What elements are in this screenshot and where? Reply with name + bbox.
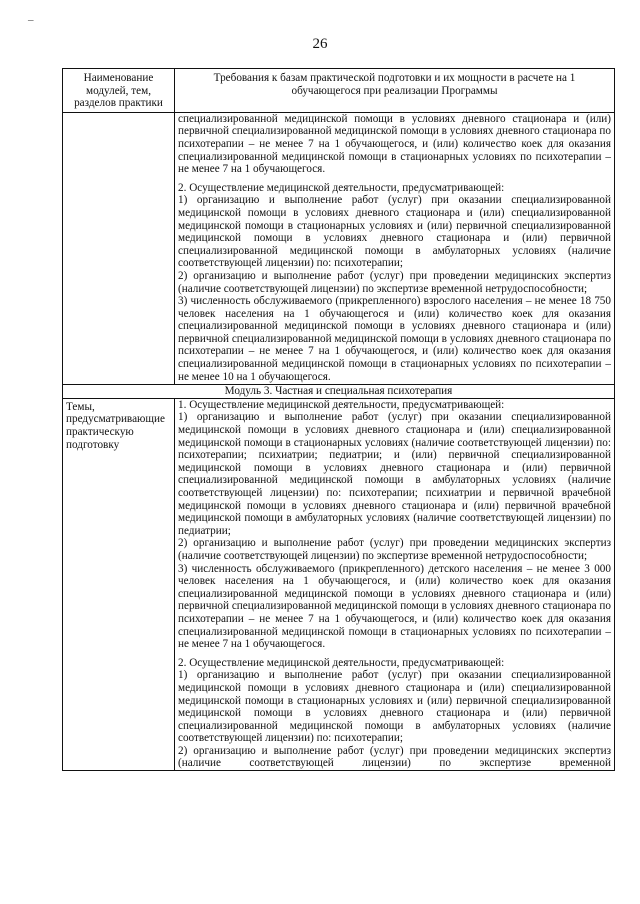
paragraph: 2) организацию и выполнение работ (услуг) при проведении медицинских экспертиз (наличие соответствующей лицензии) по экспертизе временной нетрудоспособности; [178,537,611,562]
requirements-cell [175,398,615,770]
paragraph: 1. Осуществление медицинской деятельности, предусматривающей: [178,398,505,411]
requirements-table [62,68,615,771]
page-number: 26 [312,36,328,52]
module-row [63,385,615,399]
paragraph: 2. Осуществление медицинской деятельности, предусматривающей: [178,181,505,194]
header-modules: Наименование модулей, тем, разделов практики [63,69,175,113]
paragraph: 3) численность обслуживаемого (прикрепленного) детского населения – не менее 3 000 человек населения на 1 обучающегося, и (или) количество коек для оказания специализированной медицинской помощи в условиях дневного стационара и (или) первичной специализированной медицинской помощи в условиях дневного стационара по психотерапии – не менее 7 на 1 обучающегося, и (или) количество коек для оказания специализированной медицинской помощи в стационарных условиях по психотерапии – не менее 7 на 1 обучающегося. [178,562,611,651]
table-header-row [63,69,615,113]
paragraph: 2) организацию и выполнение работ (услуг) при проведении медицинских экспертиз (наличие соответствующей лицензии) по экспертизе временной [178,744,611,770]
module-title: Модуль 3. Частная и специальная психотерапия [63,385,615,399]
paragraph: 3) численность обслуживаемого (прикрепленного) взрослого населения – не менее 18 750 человек населения на 1 обучающегося и (или) количество коек для оказания специализированной медицинской помощи в условиях дневного стационара и (или) первичной специализированной медицинской помощи в условиях дневного стационара по психотерапии – не менее 7 на 1 обучающегося, и (или) количество коек для оказания специализированной медицинской помощи в стационарных условиях по психотерапии – не менее 10 на 1 обучающегося. [178,295,611,383]
empty-cell [63,112,175,384]
requirements-block-3 [178,399,611,657]
header-requirements: Требования к базам практической подготовки и их мощности в расчете на 1 обучающегося при реализации Программы [175,69,615,113]
paragraph: 1) организацию и выполнение работ (услуг) при оказании специализированной медицинской помощи в условиях дневного стационара и (или) специализированной медицинской помощи в стационарных условиях (наличие соответствующей лицензии) по: психотерапии; психиатрии; педиатрии; и (или) первичной специализированной медицинской помощи в условиях дневного стационара и (или) первичной специализированной медицинской помощи в амбулаторных условиях (наличие соответствующей лицензии) по: психотерапии; психиатрии и первичной врачебной медицинской помощи в условиях дневного стационара и (или) первичной врачебной медицинской помощи в амбулаторных условиях (наличие соответствующей лицензии) по педиатрии; [178,411,611,537]
requirements-block-2 [178,182,611,385]
table-row [63,398,615,770]
requirements-cell [175,112,615,384]
paragraph: 2. Осуществление медицинской деятельности, предусматривающей: [178,656,505,669]
table-row [63,112,615,384]
paragraph: специализированной медицинской помощи в условиях дневного стационара и (или) первичной специализированной медицинской помощи в условиях дневного стационара по психотерапии – не менее 7 на 1 обучающегося, и (или) количество коек для оказания специализированной медицинской помощи в стационарных условиях по психотерапии – не менее 7 на 1 обучающегося. [178,112,611,176]
row-label: Темы, предусматривающие практическую подготовку [63,398,175,770]
paragraph: 1) организацию и выполнение работ (услуг) при оказании специализированной медицинской помощи в условиях дневного стационара и (или) специализированной медицинской помощи в стационарных условиях и (или) первичной специализированной медицинской помощи в условиях дневного стационара и (или) первичной специализированной медицинской помощи в амбулаторных условиях (наличие соответствующей лицензии) по: психотерапии; [178,194,611,270]
requirements-block-4 [178,657,611,770]
corner-mark: – [28,14,34,26]
paragraph: 2) организацию и выполнение работ (услуг) при проведении медицинских экспертиз (наличие соответствующей лицензии) по экспертизе временной нетрудоспособности; [178,269,611,295]
requirements-block-1 [178,113,611,182]
paragraph: 1) организацию и выполнение работ (услуг) при оказании специализированной медицинской помощи в условиях дневного стационара и (или) специализированной медицинской помощи в стационарных условиях и (или) первичной специализированной медицинской помощи в условиях дневного стационара и (или) первичной специализированной медицинской помощи в амбулаторных условиях (наличие соответствующей лицензии) по: психотерапии; [178,669,611,745]
